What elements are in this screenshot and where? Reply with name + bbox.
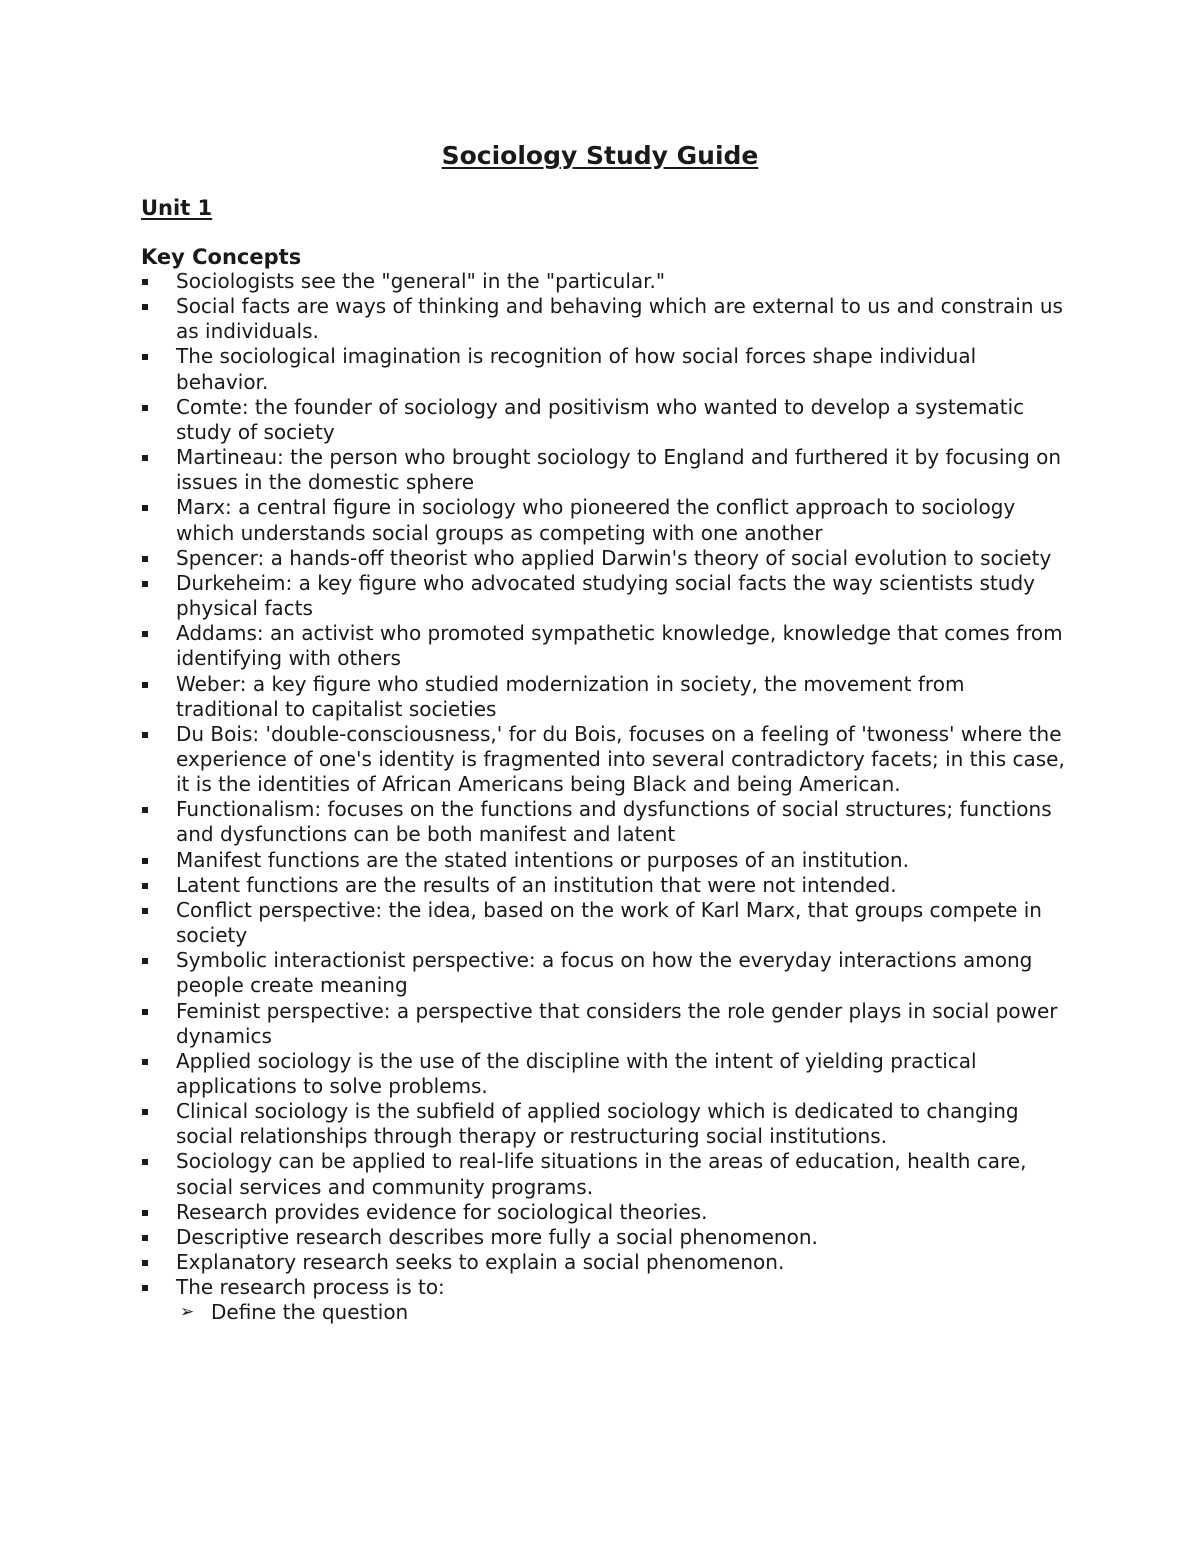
unit-heading: Unit 1 (141, 196, 213, 220)
list-item-text: Conflict perspective: the idea, based on the work of Karl Marx, that groups compete in society (176, 897, 1042, 948)
square-bullet-icon (142, 304, 148, 310)
square-bullet-icon (142, 958, 148, 964)
list-item-text: Comte: the founder of sociology and positivism who wanted to develop a systematic study of society (176, 394, 1025, 444)
list-item-text: Descriptive research describes more fully a social phenomenon. (176, 1224, 818, 1249)
square-bullet-icon (142, 405, 148, 411)
list-item (141, 1275, 1071, 1300)
square-bullet-icon (142, 1009, 148, 1015)
list-item-text: Spencer: a hands-off theorist who applied Darwin's theory of social evolution to society (176, 545, 1052, 570)
square-bullet-icon (142, 1109, 148, 1115)
square-bullet-icon (142, 682, 148, 688)
research-steps-list (141, 1300, 1071, 1325)
list-item (141, 621, 1071, 671)
key-concepts-list (141, 269, 1071, 1326)
list-item-text: Manifest functions are the stated intentions or purposes of an institution. (176, 847, 909, 872)
list-item (141, 1200, 1071, 1225)
list-item-text: Marx: a central figure in sociology who pioneered the conflict approach to sociology which understands social groups as competing with one another (176, 495, 1016, 545)
list-item-text: Symbolic interactionist perspective: a focus on how the everyday interactions among people create meaning (176, 948, 1033, 998)
square-bullet-icon (142, 455, 148, 461)
square-bullet-icon (142, 354, 148, 360)
list-item (141, 848, 1071, 873)
list-item (141, 722, 1071, 797)
arrow-bullet-icon: ➢ (180, 1302, 195, 1323)
list-item-text: Functionalism: focuses on the functions and dysfunctions of social structures; functions and dysfunctions can be both manifest and latent (176, 797, 1052, 847)
square-bullet-icon (142, 581, 148, 587)
section-heading: Key Concepts (141, 245, 302, 269)
list-item (141, 344, 1071, 394)
list-item-text: Research provides evidence for sociological theories. (176, 1199, 708, 1224)
list-item (141, 395, 1071, 445)
list-item-text: Feminist perspective: a perspective that considers the role gender plays in social power dynamics (176, 998, 1058, 1048)
list-item (141, 1225, 1071, 1250)
list-item (141, 797, 1071, 847)
square-bullet-icon (142, 858, 148, 864)
square-bullet-icon (142, 1159, 148, 1165)
list-item-text: Du Bois: 'double-consciousness,' for du Bois, focuses on a feeling of 'twoness' where the experience of one's identity is fragmented into several contradictory facets; in this case, it is the identities of African Americans being Black and being American. (176, 721, 1065, 797)
list-item-text: Social facts are ways of thinking and behaving which are external to us and constrain us as individuals. (176, 294, 1063, 344)
square-bullet-icon (142, 505, 148, 511)
square-bullet-icon (142, 631, 148, 637)
list-item (141, 672, 1071, 722)
document-title: Sociology Study Guide (441, 141, 759, 170)
research-steps-container (141, 1300, 1071, 1325)
list-item-text: The research process is to: (176, 1275, 445, 1300)
list-item (141, 1250, 1071, 1275)
square-bullet-icon (142, 883, 148, 889)
list-item (141, 294, 1071, 344)
square-bullet-icon (142, 1210, 148, 1216)
list-item (141, 1149, 1071, 1199)
list-item (141, 495, 1071, 545)
list-item (141, 269, 1071, 294)
list-item-text: Clinical sociology is the subfield of applied sociology which is dedicated to changing social relationships through therapy or restructuring social institutions. (176, 1099, 1019, 1149)
list-item (141, 999, 1071, 1049)
square-bullet-icon (142, 732, 148, 738)
list-item-text: Weber: a key figure who studied modernization in society, the movement from traditional to capitalist societies (176, 671, 965, 721)
list-item-text: Latent functions are the results of an institution that were not intended. (176, 872, 897, 897)
list-item (141, 1049, 1071, 1099)
list-item (141, 445, 1071, 495)
square-bullet-icon (142, 1059, 148, 1065)
square-bullet-icon (142, 908, 148, 914)
list-item (141, 873, 1071, 898)
list-item (141, 948, 1071, 998)
research-step-text: Define the question (211, 1300, 409, 1325)
square-bullet-icon (142, 556, 148, 562)
list-item-text: Addams: an activist who promoted sympathetic knowledge, knowledge that comes from identifying with others (176, 621, 1063, 671)
list-item (141, 571, 1071, 621)
square-bullet-icon (142, 1260, 148, 1266)
list-item-text: Applied sociology is the use of the discipline with the intent of yielding practical applications to solve problems. (176, 1048, 977, 1098)
square-bullet-icon (142, 279, 148, 285)
square-bullet-icon (142, 807, 148, 813)
list-item-text: Martineau: the person who brought sociology to England and furthered it by focusing on issues in the domestic sphere (176, 445, 1062, 495)
list-item-text: Durkeheim: a key figure who advocated studying social facts the way scientists study physical facts (176, 570, 1035, 621)
square-bullet-icon (142, 1285, 148, 1291)
list-item-text: The sociological imagination is recognition of how social forces shape individual behavior. (176, 344, 977, 394)
list-item (141, 1099, 1071, 1149)
list-item-text: Sociologists see the "general" in the "particular." (176, 269, 666, 293)
list-item (141, 898, 1071, 948)
list-item-text: Explanatory research seeks to explain a social phenomenon. (176, 1250, 785, 1275)
list-item (141, 546, 1071, 571)
square-bullet-icon (142, 1235, 148, 1241)
list-item-text: Sociology can be applied to real-life situations in the areas of education, health care, social services and community programs. (176, 1149, 1027, 1199)
research-step-item (141, 1300, 1071, 1325)
